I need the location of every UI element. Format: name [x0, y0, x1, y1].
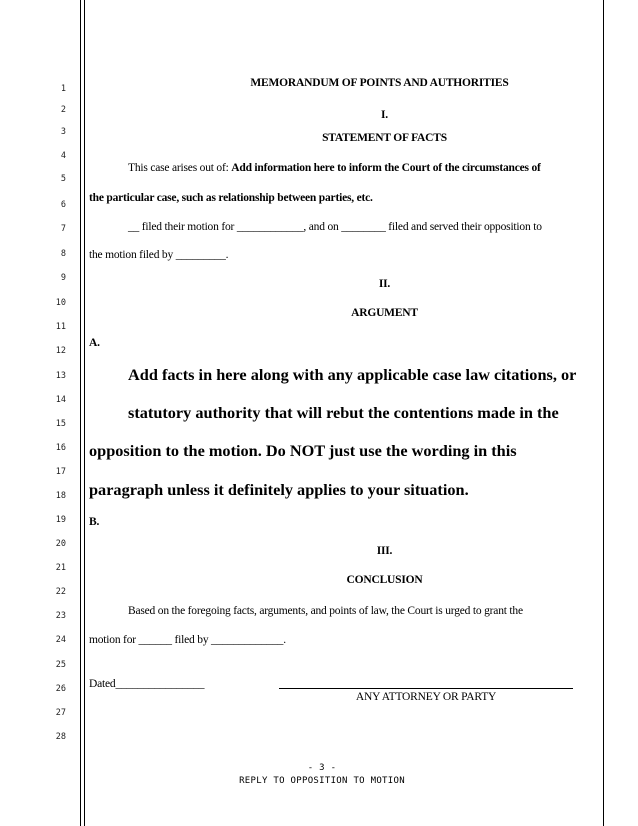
line-number: 8 — [60, 249, 66, 259]
line-number: 16 — [55, 443, 66, 453]
section-title-conclusion: CONCLUSION — [346, 574, 423, 586]
footer-caption: REPLY TO OPPOSITION TO MOTION — [239, 776, 405, 786]
signature-line — [279, 688, 573, 689]
line-number: 6 — [60, 200, 66, 210]
line-number: 20 — [55, 539, 66, 549]
line-number: 4 — [60, 151, 66, 161]
argument-line-3: opposition to the motion. Do NOT just use the wording in this — [89, 441, 517, 460]
argument-line-1: Add facts in here along with any applicable case law citations, or — [128, 365, 577, 384]
argument-line-2: statutory authority that will rebut the contentions made in the — [128, 403, 559, 422]
line-number: 14 — [55, 395, 66, 405]
right-margin-rule — [603, 0, 604, 826]
section-numeral-2: II. — [378, 278, 391, 290]
subheading-a: A. — [89, 337, 100, 349]
line-number: 10 — [55, 298, 66, 308]
line-number: 24 — [55, 635, 66, 645]
line-number: 7 — [60, 224, 66, 234]
dated-field: Dated________________ — [89, 678, 205, 690]
argument-line-4: paragraph unless it definitely applies to your situation. — [89, 480, 469, 499]
line-number: 26 — [55, 684, 66, 694]
subheading-b: B. — [89, 516, 100, 528]
line-number: 2 — [60, 105, 66, 115]
line-number: 1 — [60, 84, 66, 94]
facts-paragraph-line-1 — [89, 161, 600, 175]
section-title-facts: STATEMENT OF FACTS — [322, 132, 447, 144]
line-number: 13 — [55, 371, 66, 381]
section-title-argument: ARGUMENT — [351, 307, 418, 319]
line-number: 21 — [55, 563, 66, 573]
line-number: 28 — [55, 732, 66, 742]
section-numeral-3: III. — [376, 545, 393, 557]
line-number: 22 — [55, 587, 66, 597]
left-margin-rule-inner — [84, 0, 85, 826]
line-number: 11 — [55, 322, 66, 332]
facts-paragraph-line-2: the particular case, such as relationship between parties, etc. — [89, 192, 373, 204]
line-number: 15 — [55, 419, 66, 429]
document-heading: MEMORANDUM OF POINTS AND AUTHORITIES — [250, 77, 509, 89]
line-number: 9 — [60, 273, 66, 283]
line-number: 12 — [55, 346, 66, 356]
line-number: 23 — [55, 611, 66, 621]
line-number: 27 — [55, 708, 66, 718]
line-number: 5 — [60, 174, 66, 184]
section-numeral-1: I. — [381, 109, 388, 121]
line-number: 3 — [60, 127, 66, 137]
facts-lead: This case arises out of: — [128, 162, 232, 174]
conclusion-line-2: motion for ______ filed by _____________. — [89, 634, 286, 646]
signer-label: ANY ATTORNEY OR PARTY — [355, 691, 497, 703]
page-number: - 3 - — [307, 763, 337, 773]
left-margin-rule-outer — [80, 0, 81, 826]
motion-paragraph-line-2: the motion filed by _________. — [89, 249, 229, 261]
conclusion-line-1: Based on the foregoing facts, arguments, and points of law, the Court is urged to grant the — [128, 605, 523, 617]
motion-paragraph-line-1: __ filed their motion for ____________, and on ________ filed and served their opposition to — [128, 221, 542, 233]
line-number: 17 — [55, 467, 66, 477]
facts-placeholder: Add information here to inform the Court of the circumstances of — [231, 162, 541, 174]
line-number: 25 — [55, 660, 66, 670]
line-number: 19 — [55, 515, 66, 525]
line-number: 18 — [55, 491, 66, 501]
